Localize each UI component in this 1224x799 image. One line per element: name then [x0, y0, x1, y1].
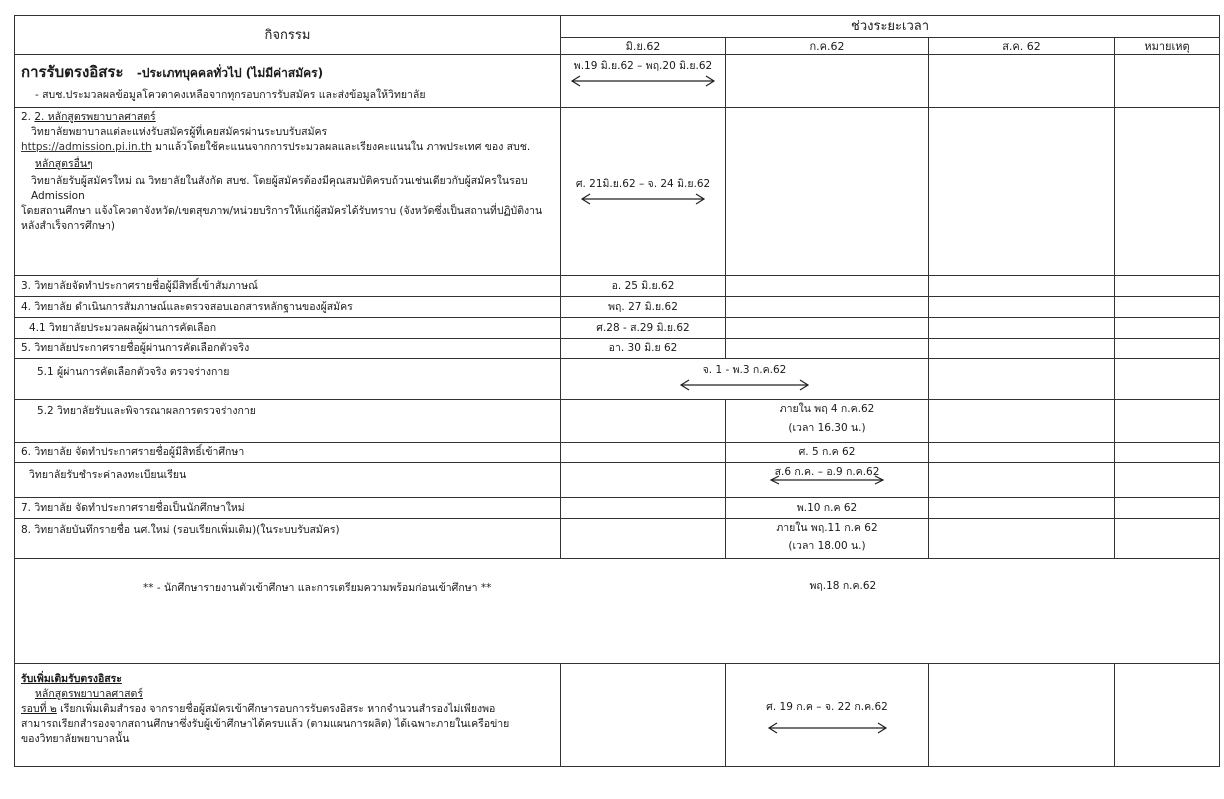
header-month-jun: มิ.ย.62: [561, 38, 726, 55]
table-row: [15, 400, 1220, 443]
date-cell: อา. 30 มิ.ย 62: [561, 339, 726, 359]
table-row: [15, 318, 1220, 339]
activity-cell: [15, 400, 561, 443]
activity-cell: 7. วิทยาลัย จัดทำประกาศรายชื่อเป็นนักศึกษาใหม่: [15, 498, 561, 519]
date-cell: [561, 108, 726, 276]
activity-line: เรียกเพิ่มเติมสำรอง จากรายชื่อผู้สมัครเข้าศึกษารอบการรับตรงอิสระ หากจำนวนสำรองไม่เพียงพอ: [56, 703, 496, 715]
table-row: [15, 276, 1220, 297]
activity-text: ** - นักศึกษารายงานตัวเข้าศึกษา และการเตรียมความพร้อมก่อนเข้าศึกษา **: [143, 582, 492, 594]
table-row: [15, 108, 1220, 276]
table-row: [15, 559, 1220, 664]
date-cell: พฤ. 27 มิ.ย.62: [561, 297, 726, 318]
round-label: รอบที่ ๒: [21, 703, 57, 715]
time-text: (เวลา 16.30 น.): [788, 422, 866, 434]
date-cell: ศ. 5 ก.ค 62: [726, 443, 929, 463]
double-arrow-icon: [677, 378, 812, 392]
program-nursing: 2. หลักสูตรพยาบาลศาสตร์: [34, 111, 156, 123]
activity-line: โดยสถานศึกษา แจ้งโควตาจังหวัด/เขตสุขภาพ/หน่วยบริการให้แก่ผู้สมัครได้รับทราบ (จังหวัดซึ่งเป็นสถานที่ปฏิบัติงานหลังสำเร็จการศึกษา): [21, 205, 543, 232]
header-activity: กิจกรรม: [15, 16, 561, 55]
activity-cell: 4.1 วิทยาลัยประมวลผลผู้ผ่านการคัดเลือก: [15, 318, 561, 339]
date-text: ส.6 ก.ค. – อ.9 ก.ค.62: [774, 466, 880, 478]
date-text: ภายใน พฤ.11 ก.ค 62: [776, 522, 878, 534]
date-text: พฤ.18 ก.ค.62: [809, 580, 877, 592]
activity-line: วิทยาลัยรับผู้สมัครใหม่ ณ วิทยาลัยในสังกัด สบช. โดยผู้สมัครต้องมีคุณสมบัติครบถ้วนเช่นเดียวกับผู้สมัครในรอบ Admission: [31, 175, 528, 202]
table-row: [15, 339, 1220, 359]
date-cell: ศ.28 - ส.29 มิ.ย.62: [561, 318, 726, 339]
table-row: [15, 463, 1220, 498]
table-row: [15, 443, 1220, 463]
activity-cell: 3. วิทยาลัยจัดทำประกาศรายชื่อผู้มีสิทธิ์เข้าสัมภาษณ์: [15, 276, 561, 297]
table-row: [15, 664, 1220, 767]
admission-link[interactable]: https://admission.pi.in.th: [21, 141, 152, 153]
time-text: (เวลา 18.00 น.): [788, 540, 866, 552]
header-remarks: หมายเหตุ: [1115, 38, 1220, 55]
activity-line: สามารถเรียกสำรองจากสถานศึกษาซึ่งรับผู้เข้าศึกษาได้ครบแล้ว (ตามแผนการผลิต) ได้เฉพาะภายในเครือข่าย: [21, 718, 510, 730]
table-row: [15, 519, 1220, 559]
activity-line: 2. 2. หลักสูตรพยาบาลศาสตร์: [21, 111, 156, 123]
schedule-document: [14, 15, 1219, 787]
activity-line: วิทยาลัยพยาบาลแต่ละแห่งรับสมัครผู้ที่เคยสมัครผ่านระบบรับสมัคร: [31, 126, 328, 138]
date-cell: [561, 559, 1220, 664]
activity-line: มาแล้วโดยใช้คะแนนจากการประมวลผลและเรียงคะแนนใน ภาพประเทศ ของ สบช.: [151, 141, 531, 153]
date-cell: [726, 664, 929, 767]
date-text: ศ. 21มิ.ย.62 – จ. 24 มิ.ย.62: [575, 178, 711, 190]
header-month-jul: ก.ค.62: [726, 38, 929, 55]
header-period: ช่วงระยะเวลา: [561, 16, 1220, 38]
double-arrow-icon: [578, 192, 708, 206]
activity-cell: [15, 559, 561, 664]
table-row: [15, 359, 1220, 400]
activity-cell: 4. วิทยาลัย ดำเนินการสัมภาษณ์และตรวจสอบเอกสารหลักฐานของผู้สมัคร: [15, 297, 561, 318]
section-title: รับเพิ่มเติมรับตรงอิสระ: [21, 673, 122, 685]
table-row: [15, 55, 1220, 108]
schedule-table: [14, 15, 1220, 767]
date-cell: [561, 359, 929, 400]
date-text: ศ. 19 ก.ค – จ. 22 ก.ค.62: [766, 701, 888, 713]
activity-cell: [15, 55, 561, 108]
date-text: พ.19 มิ.ย.62 – พฤ.20 มิ.ย.62: [573, 60, 713, 72]
activity-text: 5.1 ผู้ผ่านการคัดเลือกตัวจริง ตรวจร่างกาย: [37, 366, 230, 378]
table-row: [15, 498, 1220, 519]
activity-text: วิทยาลัยรับชำระค่าลงทะเบียนเรียน: [29, 469, 187, 481]
double-arrow-icon: [568, 74, 718, 88]
date-cell: อ. 25 มิ.ย.62: [561, 276, 726, 297]
date-cell: [726, 463, 929, 498]
activity-cell: [15, 108, 561, 276]
activity-cell: [15, 463, 561, 498]
date-cell: [726, 400, 929, 443]
activity-cell: 6. วิทยาลัย จัดทำประกาศรายชื่อผู้มีสิทธิ์เข้าศึกษา: [15, 443, 561, 463]
section-title: การรับตรงอิสระ: [21, 63, 124, 81]
activity-cell: [15, 359, 561, 400]
activity-detail: - สบช.ประมวลผลข้อมูลโควตาคงเหลือจากทุกรอบการรับสมัคร และส่งข้อมูลให้วิทยาลัย: [35, 89, 426, 101]
activity-cell: 5. วิทยาลัยประกาศรายชื่อผู้ผ่านการคัดเลือกตัวจริง: [15, 339, 561, 359]
table-row: [15, 297, 1220, 318]
activity-cell: [15, 664, 561, 767]
date-cell: [561, 55, 726, 108]
section-subtitle: -ประเภทบุคคลทั่วไป (ไม่มีค่าสมัคร): [136, 66, 324, 80]
date-text: จ. 1 - พ.3 ก.ค.62: [702, 364, 787, 376]
program-other: หลักสูตรอื่นๆ: [35, 158, 93, 170]
date-cell: [726, 519, 929, 559]
activity-cell: [15, 519, 561, 559]
activity-text: 5.2 วิทยาลัยรับและพิจารณาผลการตรวจร่างกาย: [37, 405, 256, 417]
activity-text: 8. วิทยาลัยบันทึกรายชื่อ นศ.ใหม่ (รอบเรียกเพิ่มเติม)(ในระบบรับสมัคร): [21, 524, 340, 536]
date-text: ภายใน พฤ 4 ก.ค.62: [779, 403, 875, 415]
program-nursing: หลักสูตรพยาบาลศาสตร์: [35, 688, 143, 700]
date-cell: พ.10 ก.ค 62: [726, 498, 929, 519]
header-month-aug: ส.ค. 62: [929, 38, 1115, 55]
double-arrow-icon: [765, 721, 890, 735]
activity-line: ของวิทยาลัยพยาบาลนั้น: [21, 733, 130, 745]
